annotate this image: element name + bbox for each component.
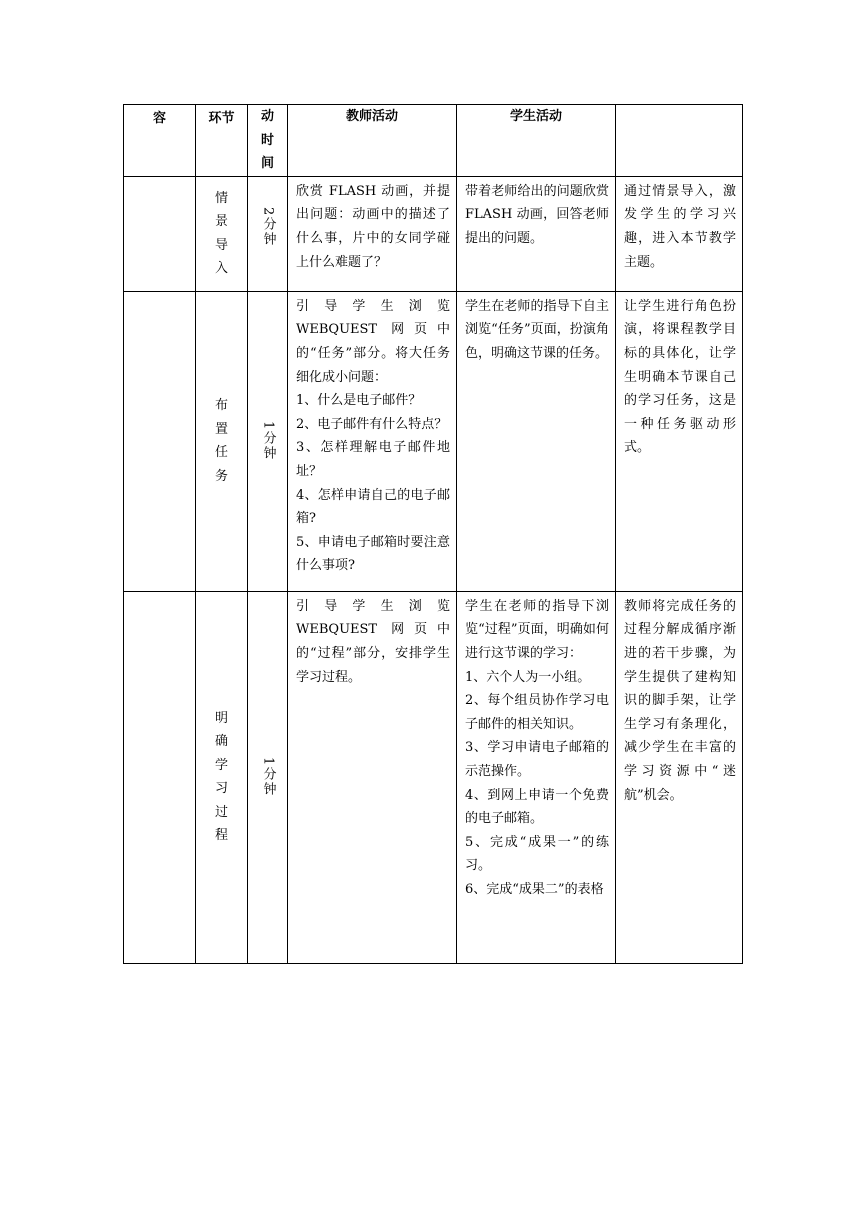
stage-char: 务 bbox=[214, 468, 228, 484]
teacher-activity-text: 3、怎样理解电子邮件地址？ bbox=[296, 440, 450, 479]
content-cell bbox=[124, 591, 196, 963]
student-activity-text: 2、每个组员协作学习电子邮件的相关知识。 bbox=[465, 693, 609, 732]
stage-char: 景 bbox=[214, 214, 228, 230]
stage-cell bbox=[196, 176, 248, 291]
teacher-activity-text: 5、申请电子邮箱时要注意什么事项? bbox=[296, 534, 450, 574]
header-teacher-activity: 教师活动 bbox=[288, 105, 457, 177]
stage-char: 学 bbox=[214, 757, 228, 773]
design-intent-text: 让学生进行角色扮演，将课程教学目标的具体化，让学生明确本节课自己的学习任务，这是一种任务驱动形式。 bbox=[624, 298, 736, 456]
student-activity-text: 3、学习申请电子邮箱的示范操作。 bbox=[465, 740, 609, 779]
stage-cell bbox=[196, 591, 248, 963]
student-activity-text: 带着老师给出的问题欣赏 FLASH 动画，回答老师提出的问题。 bbox=[465, 183, 609, 246]
stage-char: 导 bbox=[214, 237, 228, 253]
design-intent-cell bbox=[616, 291, 743, 591]
content-cell bbox=[124, 176, 196, 291]
header-design-intent bbox=[616, 105, 743, 177]
student-activity-cell bbox=[457, 176, 616, 291]
teacher-activity-text: 2、电子邮件有什么特点？ bbox=[296, 416, 448, 432]
header-row bbox=[124, 105, 743, 177]
design-intent-cell bbox=[616, 591, 743, 963]
stage-char: 任 bbox=[214, 445, 228, 461]
stage-char: 入 bbox=[214, 261, 228, 277]
teacher-activity-text: 4、怎样申请自己的电子邮箱? bbox=[296, 487, 450, 527]
design-intent-cell bbox=[616, 176, 743, 291]
teacher-activity-text: 引导学生浏览 WEBQUEST 网页中的“任务”部分。将大任务细化成小问题： bbox=[296, 298, 450, 385]
time-label: 1分钟 bbox=[260, 421, 276, 462]
teacher-activity-text: 引导学生浏览 WEBQUEST 网页中的“过程”部分，安排学生学习过程。 bbox=[296, 598, 450, 685]
stage-char: 布 bbox=[214, 398, 228, 414]
stage-char: 过 bbox=[214, 804, 228, 820]
stage-char: 明 bbox=[214, 710, 228, 726]
lesson-plan-table bbox=[123, 104, 743, 964]
table-row bbox=[124, 176, 743, 291]
time-cell bbox=[248, 591, 288, 963]
teacher-activity-text: 欣赏 FLASH 动画，并提出问题：动画中的描述了什么事，片中的女同学碰上什么难题了？ bbox=[296, 183, 450, 270]
stage-char: 置 bbox=[214, 421, 228, 437]
header-stage: 环节 bbox=[196, 105, 248, 177]
student-activity-text: 学生在老师的指导下自主浏览“任务”页面，扮演角色，明确这节课的任务。 bbox=[465, 298, 609, 361]
stage-char: 习 bbox=[214, 781, 228, 797]
student-activity-cell bbox=[457, 291, 616, 591]
header-time-char: 时 bbox=[260, 132, 274, 148]
header-time bbox=[248, 105, 288, 177]
stage-label bbox=[196, 187, 247, 281]
header-time-char: 动 bbox=[260, 109, 274, 124]
time-cell bbox=[248, 291, 288, 591]
design-intent-text: 教师将完成任务的过程分解成循序渐进的若干步骤，为学生提供了建构知识的脚手架，让学生学习有条理化，减少学生在丰富的学习资源中“迷航”机会。 bbox=[624, 598, 736, 803]
header-student-activity: 学生活动 bbox=[457, 105, 616, 177]
table-row bbox=[124, 591, 743, 963]
teacher-activity-text: 1、什么是电子邮件？ bbox=[296, 393, 422, 409]
design-intent-text: 通过情景导入，激发学生的学习兴趣，进入本节教学主题。 bbox=[624, 183, 736, 270]
student-activity-text: 4、到网上申请一个免费的电子邮箱。 bbox=[465, 787, 609, 827]
stage-label bbox=[196, 394, 247, 488]
teacher-activity-cell bbox=[288, 176, 457, 291]
stage-char: 情 bbox=[214, 190, 228, 206]
teacher-activity-cell bbox=[288, 291, 457, 591]
time-label: 1分钟 bbox=[260, 757, 276, 798]
student-activity-text: 6、完成“成果二”的表格 bbox=[465, 881, 604, 897]
student-activity-text: 1、六个人为一小组。 bbox=[465, 669, 591, 685]
stage-cell bbox=[196, 291, 248, 591]
student-activity-text: 学生在老师的指导下浏览“过程”页面，明确如何进行这节课的学习： bbox=[465, 598, 609, 661]
stage-char: 程 bbox=[214, 828, 228, 844]
table-row bbox=[124, 291, 743, 591]
teacher-activity-cell bbox=[288, 591, 457, 963]
student-activity-cell bbox=[457, 591, 616, 963]
header-time-char: 间 bbox=[260, 156, 274, 172]
time-cell bbox=[248, 176, 288, 291]
header-content: 容 bbox=[124, 105, 196, 177]
header-time-stack bbox=[248, 105, 287, 176]
time-label: 2分钟 bbox=[260, 206, 276, 248]
stage-label bbox=[196, 707, 247, 849]
student-activity-text: 5、完成“成果一”的练习。 bbox=[465, 834, 609, 874]
content-cell bbox=[124, 291, 196, 591]
stage-char: 确 bbox=[214, 734, 228, 750]
